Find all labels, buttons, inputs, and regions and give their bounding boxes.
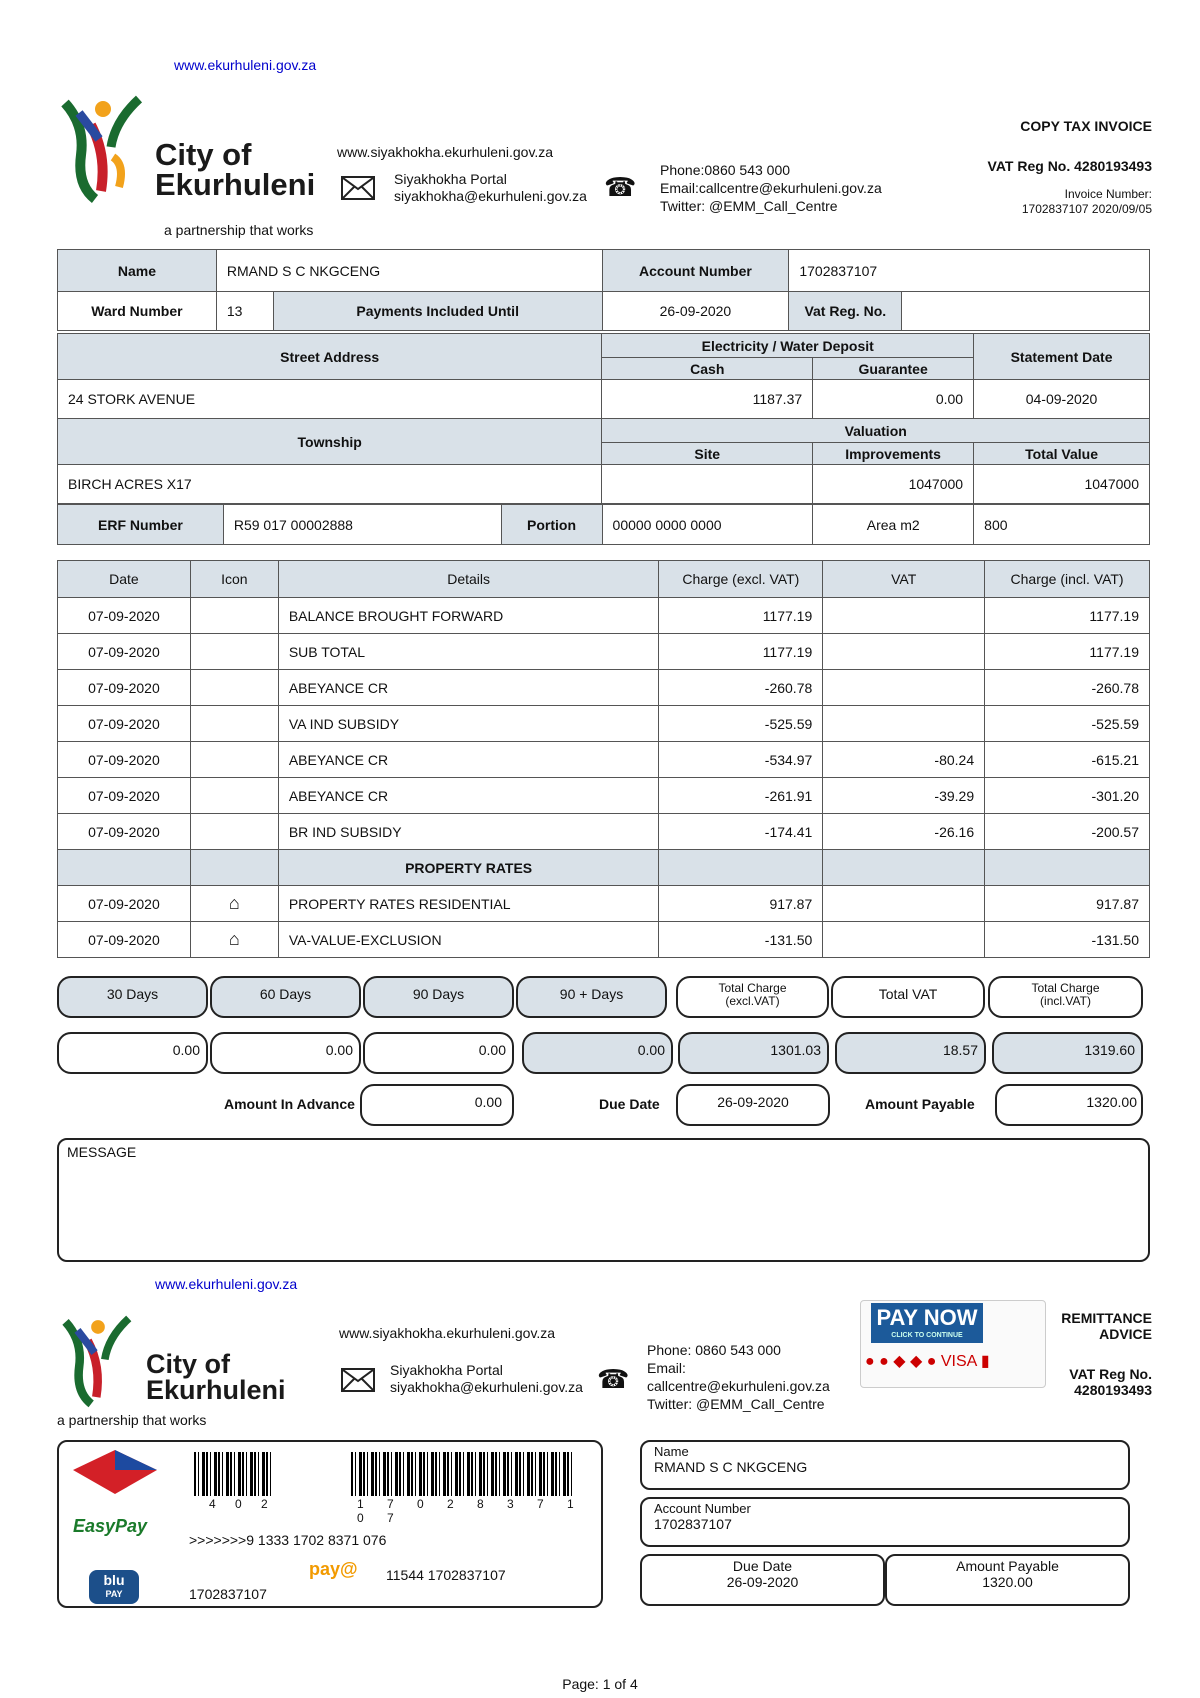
charge-details: PROPERTY RATES RESIDENTIAL <box>278 886 659 922</box>
charge-date: 07-09-2020 <box>58 670 191 706</box>
advance-label: Amount In Advance <box>224 1096 355 1112</box>
charge-details: ABEYANCE CR <box>278 742 659 778</box>
remit-payable-value: 1320.00 <box>982 1574 1033 1590</box>
payments-until-label: Payments Included Until <box>273 292 602 331</box>
days30-label: 30 Days <box>57 976 208 1018</box>
section-cell <box>823 850 985 886</box>
mail-icon <box>341 176 375 200</box>
charge-icon <box>190 634 278 670</box>
charge-icon <box>190 886 278 922</box>
total-value-value: 1047000 <box>974 465 1150 504</box>
remittance-site[interactable]: www.siyakhokha.ekurhuleni.gov.za <box>339 1325 556 1341</box>
twitter: Twitter: @EMM_Call_Centre <box>660 198 838 214</box>
days30-value: 0.00 <box>57 1032 208 1074</box>
due-date-label: Due Date <box>599 1096 660 1112</box>
section-cell <box>985 850 1150 886</box>
statement-date-label: Statement Date <box>974 334 1150 380</box>
house-icon: ⌂ <box>228 929 240 949</box>
charges-table <box>57 560 1150 958</box>
township-value: BIRCH ACRES X17 <box>58 465 602 504</box>
barcode-1-digits: 4 0 2 <box>209 1497 276 1511</box>
charge-date: 07-09-2020 <box>58 922 191 958</box>
message-label: MESSAGE <box>67 1144 137 1160</box>
vat-reg-label: Vat Reg. No. <box>789 292 902 331</box>
payment-channels-box <box>57 1440 603 1608</box>
charge-details: BALANCE BROUGHT FORWARD <box>278 598 659 634</box>
charge-details: ABEYANCE CR <box>278 778 659 814</box>
total-excl-label-line2: (excl.VAT) <box>725 994 780 1008</box>
top-url-link[interactable]: www.ekurhuleni.gov.za <box>174 57 317 73</box>
erf-label: ERF Number <box>58 505 224 545</box>
days60-value: 0.00 <box>210 1032 361 1074</box>
total-excl-label <box>676 976 829 1018</box>
charge-incl: 1177.19 <box>985 634 1150 670</box>
guarantee-value: 0.00 <box>813 380 974 419</box>
remit-account-value: 1702837107 <box>654 1516 732 1532</box>
charge-icon <box>190 778 278 814</box>
remit-due-label: Due Date <box>732 1558 793 1574</box>
remit-name-label: Name <box>654 1444 689 1459</box>
logo-small-line2: Ekurhuleni <box>146 1375 286 1405</box>
charge-incl: 1177.19 <box>985 598 1150 634</box>
charge-icon <box>190 670 278 706</box>
amount-payable-value: 1320.00 <box>995 1084 1143 1126</box>
charge-details: VA-VALUE-EXCLUSION <box>278 922 659 958</box>
invoice-label: Invoice Number: <box>1064 187 1152 201</box>
remittance-email-label: Email: <box>647 1360 686 1376</box>
cash-value: 1187.37 <box>602 380 813 419</box>
remit-name-value: RMAND S C NKGCENG <box>654 1459 808 1475</box>
barcode-2-digits: 1 7 0 2 8 3 7 1 0 7 <box>357 1497 584 1525</box>
remittance-phone: Phone: 0860 543 000 <box>647 1342 781 1358</box>
portion-label: Portion <box>501 505 602 545</box>
charge-icon <box>190 598 278 634</box>
portal-name: Siyakhokha Portal <box>394 171 507 187</box>
advance-value: 0.00 <box>360 1084 514 1126</box>
total-vat-label: Total VAT <box>831 976 985 1018</box>
account-number-value: 1702837107 <box>789 250 1150 292</box>
days90-value: 0.00 <box>363 1032 514 1074</box>
charge-excl: -261.91 <box>659 778 823 814</box>
charge-date: 07-09-2020 <box>58 886 191 922</box>
deposit-label: Electricity / Water Deposit <box>602 334 974 358</box>
charge-vat: -80.24 <box>823 742 985 778</box>
valuation-label: Valuation <box>602 419 1150 443</box>
portion-value: 00000 0000 0000 <box>602 505 813 545</box>
charge-date: 07-09-2020 <box>58 706 191 742</box>
ward-label: Ward Number <box>58 292 217 331</box>
charge-incl: -131.50 <box>985 922 1150 958</box>
charge-row <box>58 670 1150 706</box>
account-details-table <box>57 249 1150 331</box>
total-value-label: Total Value <box>974 443 1150 465</box>
col-details: Details <box>278 561 659 598</box>
barcode-2 <box>351 1452 573 1496</box>
charge-vat <box>823 634 985 670</box>
charge-details: SUB TOTAL <box>278 634 659 670</box>
siyakhokha-url[interactable]: www.siyakhokha.ekurhuleni.gov.za <box>337 144 554 160</box>
post-office-logo <box>73 1450 157 1494</box>
bank-logos: ● ● ◆ ◆ ● VISA ▮ <box>865 1353 990 1370</box>
col-incl: Charge (incl. VAT) <box>985 561 1150 598</box>
city-logo-emblem <box>55 95 151 205</box>
total-excl-label-line1: Total Charge <box>718 981 787 995</box>
amount-payable-label: Amount Payable <box>865 1096 975 1112</box>
remit-due-box <box>640 1554 885 1606</box>
charge-row <box>58 922 1150 958</box>
pay-at-logo: pay@ <box>309 1559 358 1579</box>
charge-date: 07-09-2020 <box>58 742 191 778</box>
remittance-portal-name: Siyakhokha Portal <box>390 1362 503 1378</box>
charge-row <box>58 778 1150 814</box>
message-box <box>57 1138 1150 1262</box>
invoice-number: 1702837107 2020/09/05 <box>1021 202 1152 216</box>
section-cell <box>659 850 823 886</box>
section-cell <box>58 850 191 886</box>
charge-excl: -525.59 <box>659 706 823 742</box>
erf-table <box>57 504 1150 545</box>
days90-label: 90 Days <box>363 976 514 1018</box>
charge-vat: -26.16 <box>823 814 985 850</box>
vat-reg: VAT Reg No. 4280193493 <box>987 158 1152 174</box>
charge-details: BR IND SUBSIDY <box>278 814 659 850</box>
blupay-logo: blu PAY <box>89 1570 139 1604</box>
remittance-email: callcentre@ekurhuleni.gov.za <box>647 1378 830 1394</box>
portal-email: siyakhokha@ekurhuleni.gov.za <box>394 188 587 204</box>
section-title: PROPERTY RATES <box>278 850 659 886</box>
house-icon: ⌂ <box>228 893 240 913</box>
blupay-reference: 1702837107 <box>189 1586 267 1602</box>
remittance-title: REMITTANCE ADVICE <box>1061 1310 1152 1342</box>
section-row <box>58 850 1150 886</box>
days90plus-label: 90 + Days <box>516 976 667 1018</box>
charge-icon <box>190 706 278 742</box>
statement-date-value: 04-09-2020 <box>974 380 1150 419</box>
barcode-1 <box>194 1452 274 1496</box>
easypay-logo: EasyPay <box>73 1516 148 1536</box>
city-logo-emblem-small <box>57 1313 139 1411</box>
charge-details: VA IND SUBSIDY <box>278 706 659 742</box>
pay-now-label: PAY NOW CLICK TO CONTINUE <box>871 1303 983 1343</box>
charge-vat: -39.29 <box>823 778 985 814</box>
due-date-value: 26-09-2020 <box>676 1084 830 1126</box>
cash-label: Cash <box>602 358 813 380</box>
charge-date: 07-09-2020 <box>58 634 191 670</box>
remit-name-box <box>640 1440 1130 1490</box>
telephone-icon: ☎ <box>604 172 637 202</box>
charge-icon <box>190 742 278 778</box>
remit-payable-box <box>885 1554 1130 1606</box>
total-incl-label-line2: (incl.VAT) <box>1040 994 1091 1008</box>
days60-label: 60 Days <box>210 976 361 1018</box>
days90plus-value: 0.00 <box>522 1032 673 1074</box>
charge-vat <box>823 670 985 706</box>
pay-now-button[interactable] <box>860 1300 1046 1388</box>
total-excl-value: 1301.03 <box>678 1032 829 1074</box>
erf-value: R59 017 00002888 <box>223 505 501 545</box>
email: Email:callcentre@ekurhuleni.gov.za <box>660 180 882 196</box>
charge-excl: -260.78 <box>659 670 823 706</box>
improvements-value: 1047000 <box>813 465 974 504</box>
phone: Phone:0860 543 000 <box>660 162 791 178</box>
total-incl-label-line1: Total Charge <box>1031 981 1100 995</box>
charge-excl: 917.87 <box>659 886 823 922</box>
vat-reg-value <box>902 292 1150 331</box>
charge-vat <box>823 598 985 634</box>
remittance-url-link[interactable]: www.ekurhuleni.gov.za <box>155 1276 298 1292</box>
remit-account-box <box>640 1497 1130 1547</box>
charge-incl: -615.21 <box>985 742 1150 778</box>
mail-icon-small <box>341 1368 375 1392</box>
improvements-label: Improvements <box>813 443 974 465</box>
charge-excl: 1177.19 <box>659 634 823 670</box>
charge-row <box>58 598 1150 634</box>
charge-incl: -525.59 <box>985 706 1150 742</box>
charges-body <box>58 598 1150 958</box>
charge-vat <box>823 886 985 922</box>
total-incl-value: 1319.60 <box>992 1032 1143 1074</box>
charge-date: 07-09-2020 <box>58 778 191 814</box>
name-label: Name <box>58 250 217 292</box>
payments-until-value: 26-09-2020 <box>602 292 789 331</box>
section-cell <box>190 850 278 886</box>
name-value: RMAND S C NKGCENG <box>216 250 602 292</box>
address-table <box>57 333 1150 504</box>
township-label: Township <box>58 419 602 465</box>
charges-header-row <box>58 561 1150 598</box>
charge-incl: -260.78 <box>985 670 1150 706</box>
guarantee-label: Guarantee <box>813 358 974 380</box>
charge-row <box>58 706 1150 742</box>
charge-incl: 917.87 <box>985 886 1150 922</box>
charge-excl: -131.50 <box>659 922 823 958</box>
remit-account-label: Account Number <box>654 1501 751 1516</box>
charge-icon <box>190 814 278 850</box>
charge-excl: 1177.19 <box>659 598 823 634</box>
charge-vat <box>823 922 985 958</box>
remit-payable-label: Amount Payable <box>956 1558 1059 1574</box>
site-label: Site <box>602 443 813 465</box>
area-label: Area m2 <box>813 505 974 545</box>
tagline: a partnership that works <box>164 222 314 238</box>
charge-row <box>58 742 1150 778</box>
tagline-small: a partnership that works <box>57 1412 207 1428</box>
doc-type: COPY TAX INVOICE <box>1020 118 1152 134</box>
ward-value: 13 <box>216 292 273 331</box>
total-incl-label <box>988 976 1143 1018</box>
charge-excl: -534.97 <box>659 742 823 778</box>
pay-at-reference: 11544 1702837107 <box>386 1567 506 1583</box>
telephone-icon-small: ☎ <box>597 1364 630 1394</box>
easypay-reference: >>>>>>>9 1333 1702 8371 076 <box>189 1532 387 1548</box>
street-label: Street Address <box>58 334 602 380</box>
area-value: 800 <box>974 505 1150 545</box>
account-number-label: Account Number <box>602 250 789 292</box>
remittance-twitter: Twitter: @EMM_Call_Centre <box>647 1396 825 1412</box>
total-vat-value: 18.57 <box>835 1032 986 1074</box>
page-number: Page: 1 of 4 <box>562 1676 638 1692</box>
street-value: 24 STORK AVENUE <box>58 380 602 419</box>
charge-incl: -301.20 <box>985 778 1150 814</box>
col-date: Date <box>58 561 191 598</box>
col-excl: Charge (excl. VAT) <box>659 561 823 598</box>
charge-row <box>58 634 1150 670</box>
col-icon: Icon <box>190 561 278 598</box>
site-value <box>602 465 813 504</box>
logo-small-line1: City of <box>146 1349 230 1379</box>
charge-excl: -174.41 <box>659 814 823 850</box>
col-vat: VAT <box>823 561 985 598</box>
charge-details: ABEYANCE CR <box>278 670 659 706</box>
remittance-vat: VAT Reg No. 4280193493 <box>1069 1366 1152 1398</box>
remit-due-value: 26-09-2020 <box>726 1574 799 1590</box>
logo-line1: City of <box>155 137 252 172</box>
charge-date: 07-09-2020 <box>58 814 191 850</box>
charge-row <box>58 886 1150 922</box>
charge-icon <box>190 922 278 958</box>
charge-date: 07-09-2020 <box>58 598 191 634</box>
charge-vat <box>823 706 985 742</box>
remittance-portal-email: siyakhokha@ekurhuleni.gov.za <box>390 1379 583 1395</box>
charge-row <box>58 814 1150 850</box>
charge-incl: -200.57 <box>985 814 1150 850</box>
logo-line2: Ekurhuleni <box>155 167 316 202</box>
